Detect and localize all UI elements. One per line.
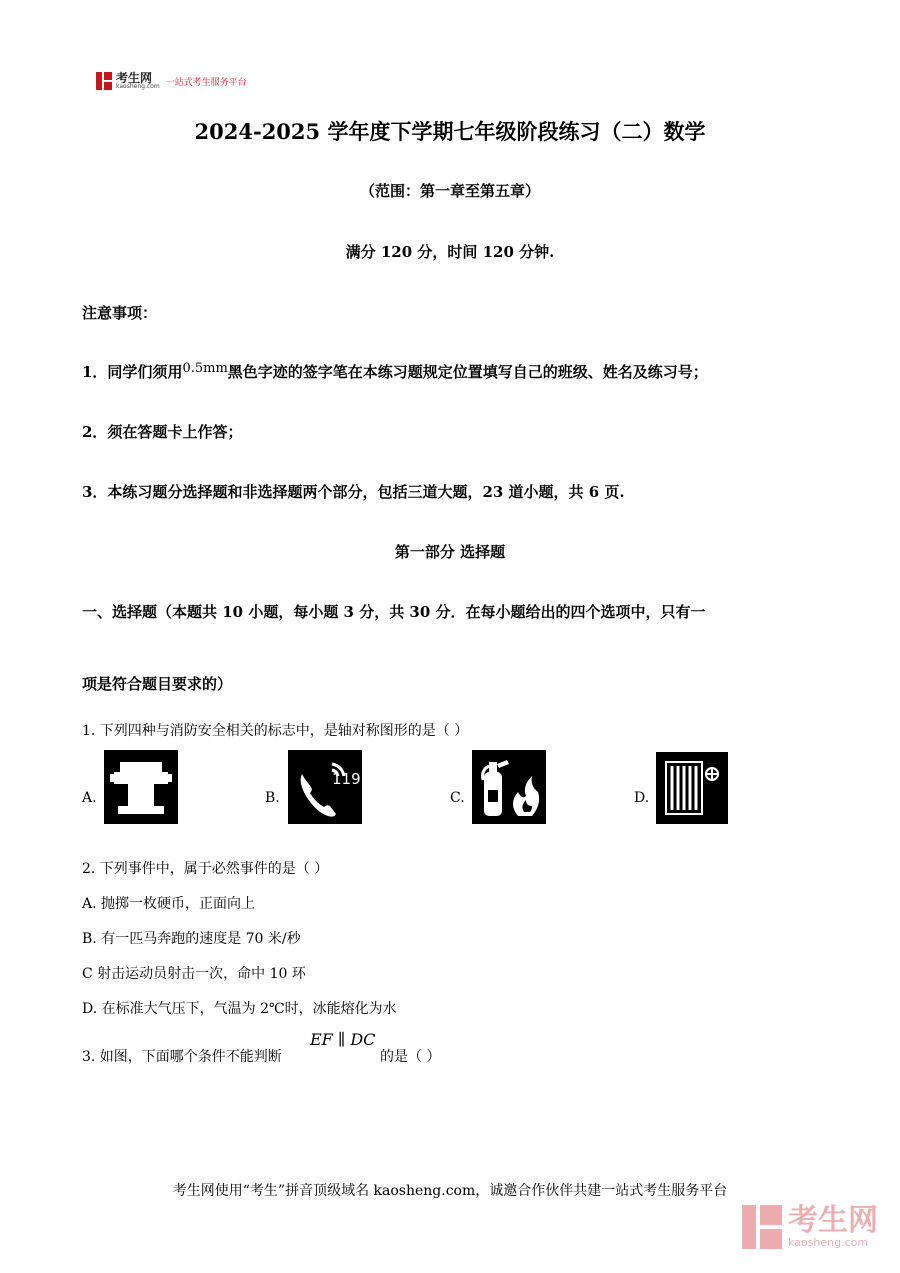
fire-hydrant-icon [104, 750, 178, 824]
footer-text: 考生网使用“考生”拼音顶级域名 kaosheng.com，诚邀合作伙伴共建一站式考生服务平台 [172, 1183, 728, 1199]
note-item-1-mm: 0.5mm [182, 361, 228, 376]
note-item-3: 3．本练习题分选择题和非选择题两个部分，包括三道大题，23 道小题，共 6 页. [82, 483, 625, 501]
note-item-2: 2．须在答题卡上作答； [82, 423, 243, 441]
emergency-phone-119-icon [288, 750, 362, 824]
score-time: 满分 120 分，时间 120 分钟. [345, 243, 555, 261]
question-3-stem-post: 的是（ ） [380, 1049, 441, 1065]
question-1-stem: 1. 下列四种与消防安全相关的标志中，是轴对称图形的是（ ） [82, 723, 469, 739]
question-2-stem: 2. 下列事件中，属于必然事件的是（ ） [82, 861, 329, 877]
watermark-name: 考生网 [788, 1202, 878, 1238]
fire-extinguisher-icon [472, 750, 546, 824]
note-item-1-post: 黑色字迹的签字笔在本练习题规定位置填写自己的班级、姓名及练习号； [227, 363, 708, 381]
note-item-1 [82, 361, 708, 382]
sign-119-text: 119 [332, 770, 361, 788]
watermark-domain: kaosheng.com [788, 1235, 869, 1249]
page-title: 2024-2025 学年度下学期七年级阶段练习（二）数学 [194, 119, 706, 144]
q1-option-c-label: C. [450, 790, 465, 806]
logo-text [116, 72, 160, 90]
question-3-math: EF ∥ DC [310, 1030, 376, 1049]
logo-slogan: 一站式考生服务平台 [165, 77, 247, 88]
fire-hose-reel-icon [656, 752, 728, 824]
q2-option-d: D. 在标准大气压下，气温为 2℃时，冰能熔化为水 [82, 1001, 397, 1017]
logo [96, 72, 247, 90]
part1-heading: 第一部分 选择题 [394, 543, 506, 561]
watermark-mark-icon [742, 1205, 782, 1249]
q2-option-a: A. 抛掷一枚硬币，正面向上 [82, 896, 256, 912]
q1-option-a-label: A. [82, 790, 97, 806]
exam-scope: （范围：第一章至第五章） [359, 182, 540, 200]
question-3-stem-pre: 3. 如图，下面哪个条件不能判断 [82, 1049, 282, 1065]
logo-mark-icon [96, 72, 112, 90]
section-instruction-line2: 项是符合题目要求的） [82, 675, 233, 693]
note-item-1-pre: 1．同学们须用 [82, 363, 183, 381]
logo-domain: kaosheng.com [116, 83, 160, 90]
section-instruction-line1: 一、选择题（本题共 10 小题，每小题 3 分，共 30 分．在每小题给出的四个选项中，只有一 [82, 603, 706, 621]
q1-option-d-label: D. [634, 790, 650, 806]
notes-heading: 注意事项： [82, 304, 158, 322]
q1-option-b-label: B. [265, 790, 280, 806]
watermark [742, 1202, 878, 1249]
q2-option-b: B. 有一匹马奔跑的速度是 70 米/秒 [82, 931, 301, 947]
logo-name: 考生网 [116, 71, 153, 85]
q2-option-c: C 射击运动员射击一次，命中 10 环 [82, 966, 306, 982]
